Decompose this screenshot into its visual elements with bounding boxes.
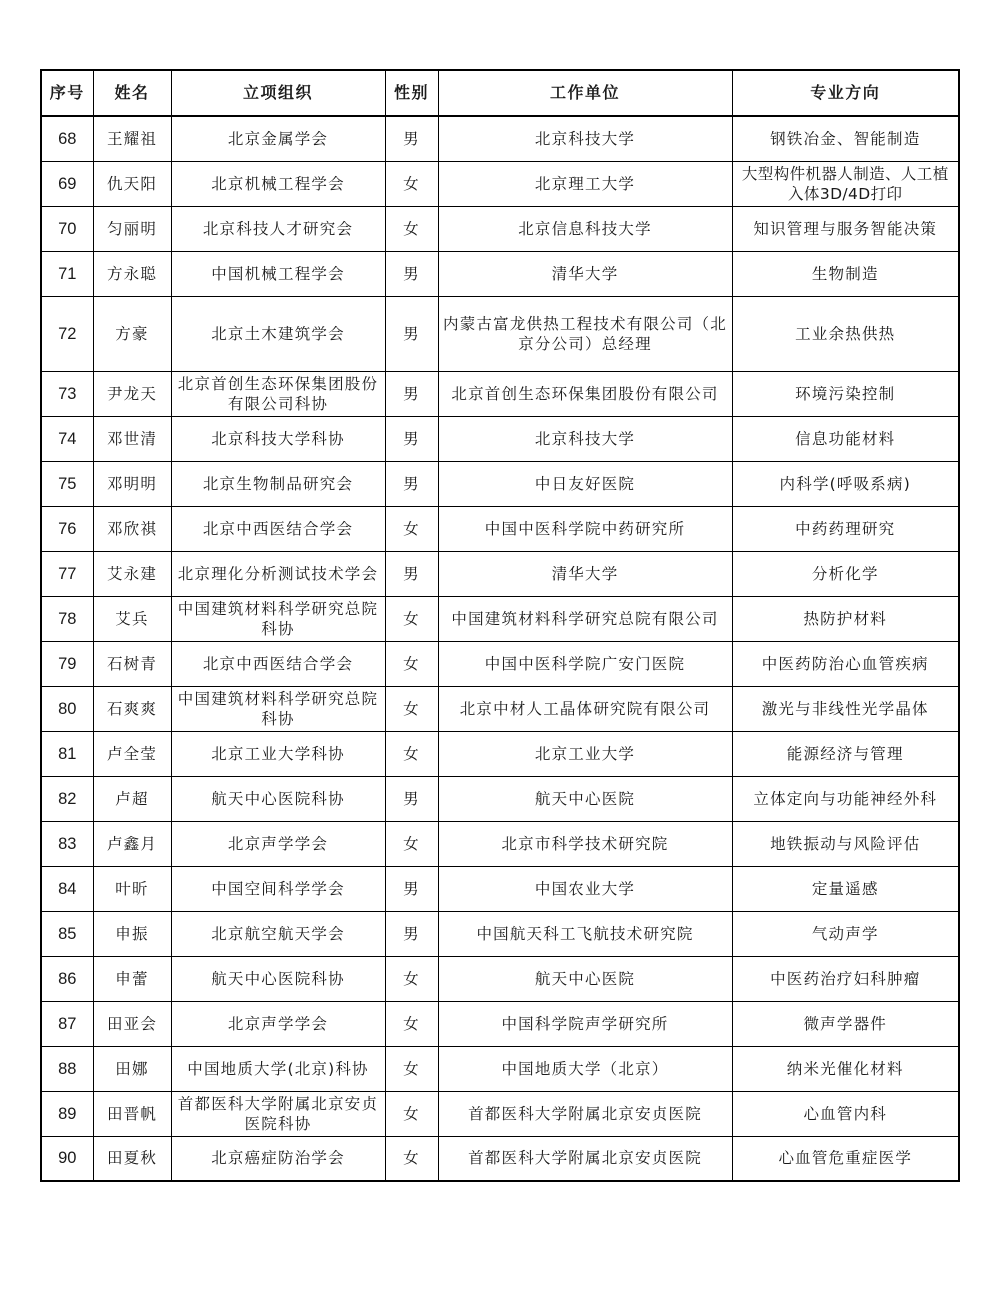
cell-gender: 女: [385, 1136, 438, 1181]
cell-unit: 中国地质大学（北京）: [438, 1046, 732, 1091]
cell-field: 心血管危重症医学: [732, 1136, 959, 1181]
cell-name: 尹龙天: [93, 371, 171, 416]
cell-index: 86: [41, 956, 93, 1001]
cell-index: 74: [41, 416, 93, 461]
cell-name: 申蕾: [93, 956, 171, 1001]
table-row: [41, 596, 959, 641]
cell-unit: 航天中心医院: [438, 776, 732, 821]
cell-index: 82: [41, 776, 93, 821]
cell-gender: 男: [385, 461, 438, 506]
cell-index: 81: [41, 731, 93, 776]
cell-name: 匀丽明: [93, 206, 171, 251]
cell-index: 75: [41, 461, 93, 506]
cell-unit: 中国中医科学院中药研究所: [438, 506, 732, 551]
cell-name: 王耀祖: [93, 116, 171, 161]
cell-unit: 内蒙古富龙供热工程技术有限公司（北京分公司）总经理: [438, 296, 732, 371]
table-row: [41, 296, 959, 371]
cell-org: 北京科技大学科协: [171, 416, 385, 461]
cell-name: 田晋帆: [93, 1091, 171, 1136]
cell-field: 微声学器件: [732, 1001, 959, 1046]
table-row: [41, 206, 959, 251]
table-row: [41, 776, 959, 821]
cell-index: 72: [41, 296, 93, 371]
cell-gender: 女: [385, 1046, 438, 1091]
cell-unit: 清华大学: [438, 251, 732, 296]
cell-gender: 女: [385, 686, 438, 731]
cell-field: 钢铁冶金、智能制造: [732, 116, 959, 161]
cell-name: 田娜: [93, 1046, 171, 1091]
cell-index: 83: [41, 821, 93, 866]
cell-field: 环境污染控制: [732, 371, 959, 416]
header-unit: 工作单位: [438, 70, 732, 116]
cell-index: 76: [41, 506, 93, 551]
cell-gender: 男: [385, 251, 438, 296]
cell-org: 北京航空航天学会: [171, 911, 385, 956]
cell-gender: 男: [385, 416, 438, 461]
cell-name: 艾兵: [93, 596, 171, 641]
cell-field: 知识管理与服务智能决策: [732, 206, 959, 251]
cell-unit: 北京信息科技大学: [438, 206, 732, 251]
cell-field: 能源经济与管理: [732, 731, 959, 776]
cell-org: 首都医科大学附属北京安贞医院科协: [171, 1091, 385, 1136]
cell-field: 地铁振动与风险评估: [732, 821, 959, 866]
cell-unit: 中日友好医院: [438, 461, 732, 506]
cell-unit: 中国中医科学院广安门医院: [438, 641, 732, 686]
cell-unit: 中国建筑材料科学研究总院有限公司: [438, 596, 732, 641]
cell-org: 中国建筑材料科学研究总院科协: [171, 686, 385, 731]
cell-index: 78: [41, 596, 93, 641]
cell-index: 89: [41, 1091, 93, 1136]
cell-gender: 女: [385, 1091, 438, 1136]
cell-org: 航天中心医院科协: [171, 776, 385, 821]
table-row: [41, 956, 959, 1001]
cell-gender: 男: [385, 371, 438, 416]
table-row: [41, 116, 959, 161]
cell-org: 北京机械工程学会: [171, 161, 385, 206]
cell-gender: 男: [385, 776, 438, 821]
header-field: 专业方向: [732, 70, 959, 116]
cell-gender: 女: [385, 506, 438, 551]
cell-org: 中国机械工程学会: [171, 251, 385, 296]
cell-name: 艾永建: [93, 551, 171, 596]
table-body: [41, 116, 959, 1181]
cell-field: 定量遥感: [732, 866, 959, 911]
cell-org: 中国空间科学学会: [171, 866, 385, 911]
cell-org: 北京声学学会: [171, 1001, 385, 1046]
table-row: [41, 1046, 959, 1091]
cell-unit: 首都医科大学附属北京安贞医院: [438, 1136, 732, 1181]
cell-index: 85: [41, 911, 93, 956]
cell-gender: 女: [385, 1001, 438, 1046]
cell-index: 73: [41, 371, 93, 416]
cell-org: 中国地质大学(北京)科协: [171, 1046, 385, 1091]
table-row: [41, 371, 959, 416]
cell-field: 热防护材料: [732, 596, 959, 641]
cell-name: 方永聪: [93, 251, 171, 296]
table-row: [41, 641, 959, 686]
cell-org: 北京声学学会: [171, 821, 385, 866]
cell-org: 中国建筑材料科学研究总院科协: [171, 596, 385, 641]
cell-org: 航天中心医院科协: [171, 956, 385, 1001]
cell-field: 内科学(呼吸系病): [732, 461, 959, 506]
table-row: [41, 686, 959, 731]
cell-field: 信息功能材料: [732, 416, 959, 461]
table-row: [41, 416, 959, 461]
table-row: [41, 551, 959, 596]
cell-field: 中药药理研究: [732, 506, 959, 551]
cell-unit: 北京科技大学: [438, 416, 732, 461]
cell-org: 北京工业大学科协: [171, 731, 385, 776]
header-name: 姓名: [93, 70, 171, 116]
personnel-table: [40, 69, 960, 1182]
cell-org: 北京生物制品研究会: [171, 461, 385, 506]
cell-gender: 女: [385, 731, 438, 776]
cell-field: 气动声学: [732, 911, 959, 956]
cell-name: 石树青: [93, 641, 171, 686]
cell-field: 分析化学: [732, 551, 959, 596]
cell-unit: 北京科技大学: [438, 116, 732, 161]
table-row: [41, 731, 959, 776]
cell-org: 北京中西医结合学会: [171, 641, 385, 686]
table-row: [41, 866, 959, 911]
cell-field: 心血管内科: [732, 1091, 959, 1136]
cell-unit: 北京中材人工晶体研究院有限公司: [438, 686, 732, 731]
cell-org: 北京中西医结合学会: [171, 506, 385, 551]
cell-org: 北京金属学会: [171, 116, 385, 161]
cell-gender: 女: [385, 821, 438, 866]
cell-unit: 北京工业大学: [438, 731, 732, 776]
cell-unit: 中国航天科工飞航技术研究院: [438, 911, 732, 956]
cell-unit: 中国科学院声学研究所: [438, 1001, 732, 1046]
cell-field: 激光与非线性光学晶体: [732, 686, 959, 731]
cell-field: 中医药防治心血管疾病: [732, 641, 959, 686]
cell-index: 84: [41, 866, 93, 911]
cell-name: 田亚会: [93, 1001, 171, 1046]
header-index: 序号: [41, 70, 93, 116]
cell-name: 申振: [93, 911, 171, 956]
cell-field: 工业余热供热: [732, 296, 959, 371]
cell-gender: 男: [385, 911, 438, 956]
cell-name: 邓世清: [93, 416, 171, 461]
cell-unit: 清华大学: [438, 551, 732, 596]
cell-gender: 男: [385, 551, 438, 596]
cell-unit: 北京首创生态环保集团股份有限公司: [438, 371, 732, 416]
cell-name: 邓欣祺: [93, 506, 171, 551]
cell-index: 80: [41, 686, 93, 731]
cell-field: 大型构件机器人制造、人工植入体3D/4D打印: [732, 161, 959, 206]
cell-index: 68: [41, 116, 93, 161]
cell-org: 北京科技人才研究会: [171, 206, 385, 251]
header-org: 立项组织: [171, 70, 385, 116]
cell-gender: 女: [385, 206, 438, 251]
cell-unit: 首都医科大学附属北京安贞医院: [438, 1091, 732, 1136]
cell-unit: 航天中心医院: [438, 956, 732, 1001]
cell-name: 方豪: [93, 296, 171, 371]
table-row: [41, 1136, 959, 1181]
table-row: [41, 1091, 959, 1136]
cell-unit: 中国农业大学: [438, 866, 732, 911]
cell-gender: 女: [385, 641, 438, 686]
table-header: [41, 70, 959, 116]
cell-index: 70: [41, 206, 93, 251]
cell-field: 立体定向与功能神经外科: [732, 776, 959, 821]
cell-gender: 女: [385, 161, 438, 206]
cell-name: 仇天阳: [93, 161, 171, 206]
cell-org: 北京首创生态环保集团股份有限公司科协: [171, 371, 385, 416]
cell-index: 69: [41, 161, 93, 206]
cell-field: 生物制造: [732, 251, 959, 296]
cell-org: 北京癌症防治学会: [171, 1136, 385, 1181]
cell-field: 纳米光催化材料: [732, 1046, 959, 1091]
table-row: [41, 461, 959, 506]
cell-field: 中医药治疗妇科肿瘤: [732, 956, 959, 1001]
header-gender: 性别: [385, 70, 438, 116]
cell-gender: 男: [385, 296, 438, 371]
table-row: [41, 161, 959, 206]
cell-name: 卢超: [93, 776, 171, 821]
table-row: [41, 911, 959, 956]
cell-name: 石爽爽: [93, 686, 171, 731]
cell-unit: 北京理工大学: [438, 161, 732, 206]
cell-name: 田夏秋: [93, 1136, 171, 1181]
cell-index: 88: [41, 1046, 93, 1091]
cell-name: 叶昕: [93, 866, 171, 911]
cell-gender: 女: [385, 956, 438, 1001]
table-row: [41, 506, 959, 551]
cell-name: 卢全莹: [93, 731, 171, 776]
cell-org: 北京理化分析测试技术学会: [171, 551, 385, 596]
cell-unit: 北京市科学技术研究院: [438, 821, 732, 866]
cell-index: 90: [41, 1136, 93, 1181]
cell-gender: 女: [385, 596, 438, 641]
cell-index: 79: [41, 641, 93, 686]
cell-index: 71: [41, 251, 93, 296]
cell-name: 邓明明: [93, 461, 171, 506]
cell-org: 北京土木建筑学会: [171, 296, 385, 371]
table-row: [41, 1001, 959, 1046]
cell-name: 卢鑫月: [93, 821, 171, 866]
cell-gender: 男: [385, 866, 438, 911]
table-row: [41, 251, 959, 296]
cell-gender: 男: [385, 116, 438, 161]
cell-index: 77: [41, 551, 93, 596]
cell-index: 87: [41, 1001, 93, 1046]
table-row: [41, 821, 959, 866]
